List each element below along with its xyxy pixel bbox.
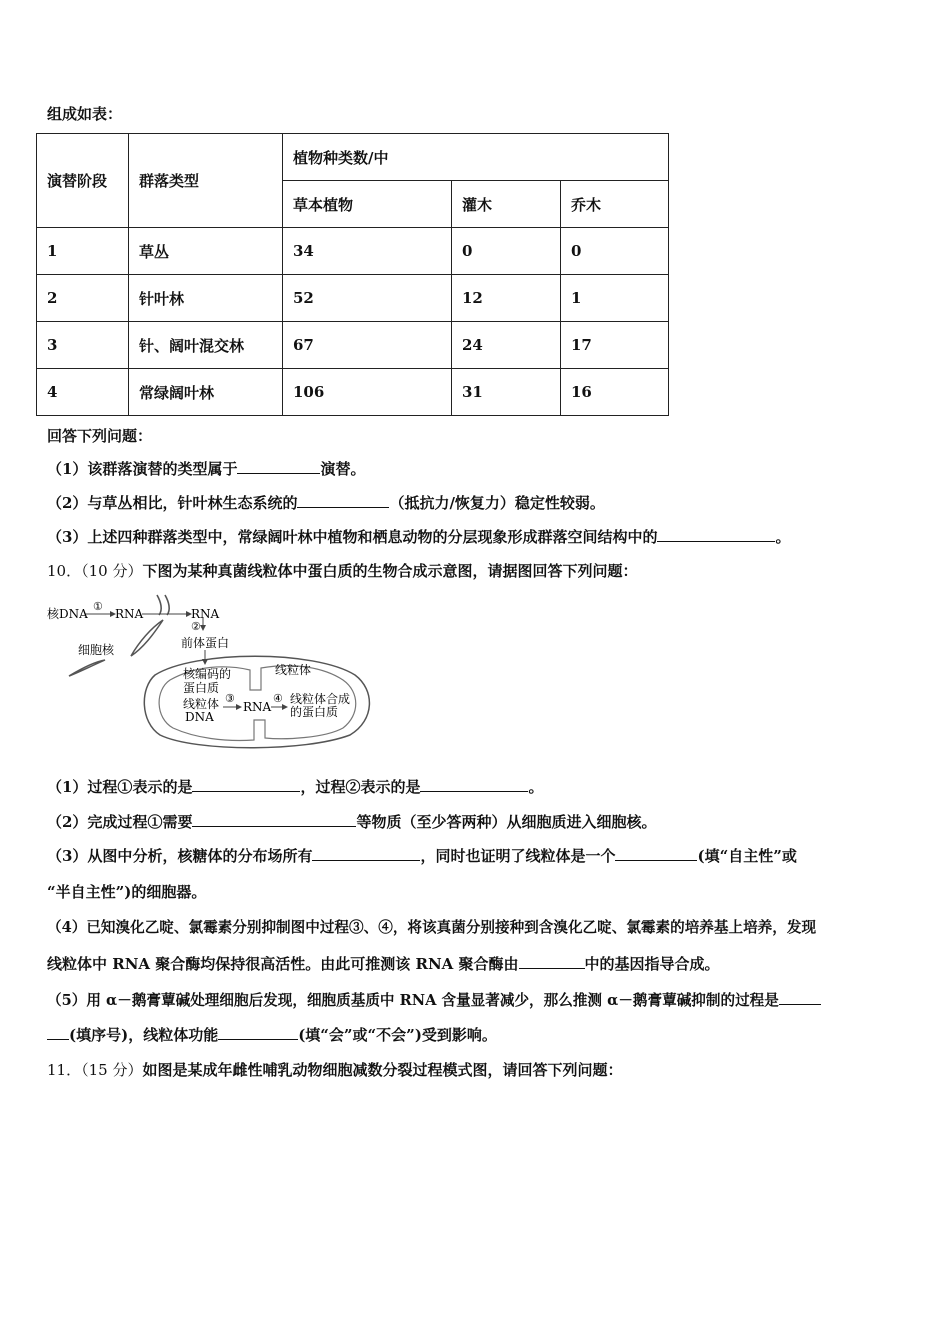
cell-stage: 2 — [37, 275, 129, 322]
cell-shrub: 12 — [452, 275, 561, 322]
mitochondria-protein-diagram — [45, 590, 375, 755]
label-nucleus: 细胞核 — [78, 643, 115, 657]
q9-prompt: 回答下列问题： — [47, 427, 153, 445]
answer-blank[interactable] — [237, 458, 320, 474]
table-row — [37, 322, 669, 369]
cell-shrub: 24 — [452, 322, 561, 369]
answer-blank[interactable] — [47, 1024, 69, 1040]
label-mt-dna-1: 线粒体 — [183, 697, 220, 711]
cell-type: 草丛 — [129, 228, 283, 275]
cell-tree: 0 — [561, 228, 669, 275]
label-nuclear-encoded-1: 核编码的 — [183, 667, 232, 681]
question-number: 11． — [47, 1061, 82, 1079]
question-title: 如图是某成年雌性哺乳动物细胞减数分裂过程模式图，请回答下列问题： — [142, 1061, 623, 1079]
label-step2: ② — [191, 620, 201, 633]
q10-sub3: （3）从图中分析，核糖体的分布场所有 ，同时也证明了线粒体是一个 (填“自主性”或 — [47, 847, 797, 865]
cell-herb: 67 — [283, 322, 452, 369]
label-step1: ① — [93, 600, 103, 613]
header-tree: 乔木 — [561, 181, 669, 228]
cell-stage: 1 — [37, 228, 129, 275]
header-herb: 草本植物 — [283, 181, 452, 228]
question-score: （10 分） — [81, 562, 143, 580]
succession-table — [36, 133, 669, 416]
question-title: 下图为某种真菌线粒体中蛋白质的生物合成示意图，请据图回答下列问题： — [142, 562, 638, 580]
answer-blank[interactable] — [297, 492, 389, 508]
q10-sub5-cont: (填序号)，线粒体功能 (填“会”或“不会”)受到影响。 — [47, 1024, 497, 1045]
q10-sub4-cont: 线粒体中 RNA 聚合酶均保持很高活性。由此可推测该 RNA 聚合酶由 中的基因指导合成。 — [47, 955, 720, 973]
label-nuclear-dna: 核DNA — [47, 607, 88, 621]
answer-blank[interactable] — [218, 1024, 298, 1040]
answer-blank[interactable] — [192, 811, 356, 827]
table-row — [37, 228, 669, 275]
answer-blank[interactable] — [519, 953, 585, 969]
question-number: 10． — [47, 562, 82, 580]
label-precursor-protein: 前体蛋白 — [181, 636, 230, 650]
label-rna-b: RNA — [191, 607, 220, 621]
intro-text: 组成如表： — [47, 105, 123, 123]
label-nuclear-encoded-2: 蛋白质 — [183, 681, 220, 695]
label-step3: ③ — [225, 692, 235, 705]
q10-sub2: （2）完成过程①需要 等物质（至少答两种）从细胞质进入细胞核。 — [47, 813, 657, 831]
q9-sub2: （2）与草丛相比，针叶林生态系统的 （抵抗力/恢复力）稳定性较弱。 — [47, 494, 605, 512]
label-rna-c: RNA — [243, 700, 272, 714]
answer-blank[interactable] — [192, 776, 300, 792]
answer-blank[interactable] — [657, 526, 775, 542]
label-mt-dna-2: DNA — [185, 710, 214, 724]
cell-type: 常绿阔叶林 — [129, 369, 283, 416]
label-mitochondrion: 线粒体 — [275, 663, 312, 677]
cell-herb: 34 — [283, 228, 452, 275]
q9-sub1: （1）该群落演替的类型属于 演替。 — [47, 460, 366, 478]
cell-shrub: 0 — [452, 228, 561, 275]
cell-tree: 1 — [561, 275, 669, 322]
q11-heading — [47, 1059, 622, 1080]
q9-sub3: （3）上述四种群落类型中，常绿阔叶林中植物和栖息动物的分层现象形成群落空间结构中的 。 — [47, 528, 791, 546]
cell-shrub: 31 — [452, 369, 561, 416]
cell-type: 针叶林 — [129, 275, 283, 322]
answer-blank[interactable] — [615, 845, 697, 861]
cell-stage: 4 — [37, 369, 129, 416]
header-community-type: 群落类型 — [129, 134, 283, 228]
label-rna-a: RNA — [115, 607, 144, 621]
header-stage: 演替阶段 — [37, 134, 129, 228]
cell-herb: 106 — [283, 369, 452, 416]
answer-blank[interactable] — [312, 845, 420, 861]
label-step4: ④ — [273, 692, 283, 705]
cell-stage: 3 — [37, 322, 129, 369]
cell-type: 针、阔叶混交林 — [129, 322, 283, 369]
q10-sub3-cont: “半自主性”)的细胞器。 — [47, 883, 207, 901]
table-row — [37, 275, 669, 322]
cell-herb: 52 — [283, 275, 452, 322]
table-row — [37, 369, 669, 416]
answer-blank[interactable] — [779, 989, 821, 1005]
header-species-count: 植物种类数/中 — [283, 134, 669, 181]
cell-tree: 16 — [561, 369, 669, 416]
q10-sub1: （1）过程①表示的是 ，过程②表示的是 。 — [47, 778, 544, 796]
label-mt-protein-2: 的蛋白质 — [290, 705, 339, 719]
header-shrub: 灌木 — [452, 181, 561, 228]
q10-sub4: （4）已知溴化乙啶、氯霉素分别抑制图中过程③、④，将该真菌分别接种到含溴化乙啶、氯霉素的培养基上培养，发现 — [47, 919, 817, 936]
question-score: （15 分） — [81, 1061, 143, 1079]
cell-tree: 17 — [561, 322, 669, 369]
q10-heading — [47, 560, 637, 581]
answer-blank[interactable] — [420, 776, 528, 792]
label-mt-protein-1: 线粒体合成 — [290, 692, 351, 706]
q10-sub5: （5）用 α－鹅膏蕈碱处理细胞后发现，细胞质基质中 RNA 含量显著减少，那么推测 α－鹅膏蕈碱抑制的过程是 — [47, 989, 821, 1010]
